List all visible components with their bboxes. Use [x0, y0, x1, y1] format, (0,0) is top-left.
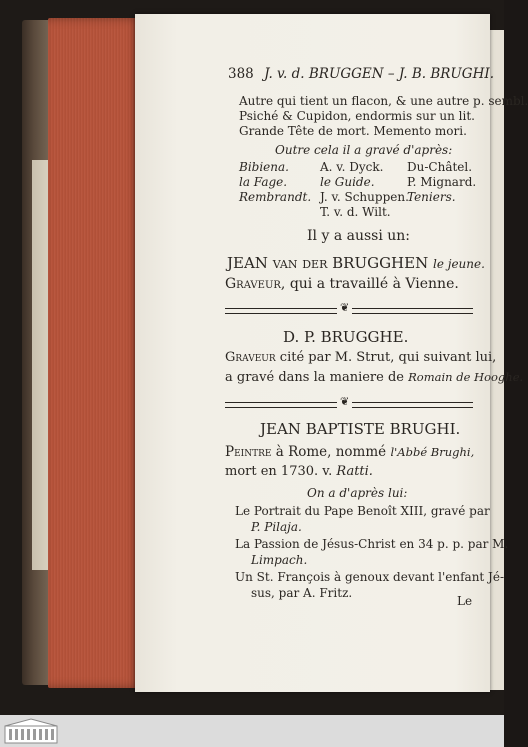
list-item: Un St. François à genoux devant l'enfant Jé-: [235, 570, 505, 584]
grid-cell: J. v. Schuppen.: [320, 190, 409, 204]
page-edges: [48, 18, 142, 688]
running-header: [228, 66, 494, 82]
list-item: Le Portrait du Pape Benoît XIII, gravé par: [235, 504, 490, 518]
section-heading: Outre cela il a gravé d'après:: [275, 143, 453, 157]
entry-desc-text: a gravé dans la maniere de: [225, 370, 404, 385]
list-item: La Passion de Jésus-Christ en 34 p. p. par M.: [235, 537, 509, 551]
ornament-icon: ❦: [337, 395, 352, 408]
entry-desc-text: , qui a travaillé à Vienne.: [280, 276, 459, 292]
catchword: Le: [457, 594, 473, 608]
entry-name: D. P. BRUGGHE.: [283, 328, 409, 346]
text-line: Autre qui tient un flacon, & une autre p. sembl.: [239, 94, 528, 108]
entry-role: Graveur: [225, 350, 276, 365]
library-logo-icon: [4, 718, 58, 744]
grid-cell: Du-Châtel.: [407, 160, 473, 174]
grid-cell: Rembrandt.: [239, 190, 312, 204]
entry-role: Peintre: [225, 444, 272, 460]
text-line: Psiché & Cupidon, endormis sur un lit.: [239, 109, 475, 123]
grid-cell: le Guide.: [320, 175, 375, 189]
entry-description: [225, 276, 459, 292]
entry-desc-italic: Ratti.: [336, 464, 373, 479]
entry-desc-text: mort en 1730. v.: [225, 464, 333, 479]
book-page: [135, 14, 528, 692]
entry-description: [225, 370, 523, 385]
footer-bar: [0, 715, 504, 747]
text-line: Grande Tête de mort. Memento mori.: [239, 124, 467, 138]
entry-name: JEAN BAPTISTE BRUGHI.: [260, 420, 461, 438]
entry-role: Graveur: [225, 276, 281, 292]
il-y-a-line: Il y a aussi un:: [307, 228, 411, 244]
grid-cell: Bibiena.: [239, 160, 289, 174]
list-item: Limpach.: [251, 553, 308, 567]
entry-desc-italic: l'Abbé Brughi,: [390, 445, 475, 459]
page-number: 388: [228, 66, 254, 82]
entry-desc-italic: Romain de Hooghe.: [408, 370, 524, 384]
grid-cell: A. v. Dyck.: [320, 160, 384, 174]
running-title: J. v. d. BRUGGEN – J. B. BRUGHI.: [264, 66, 494, 82]
entry-qualifier: le jeune.: [432, 257, 485, 271]
list-item: P. Pilaja.: [251, 520, 302, 534]
entry-title: [227, 254, 485, 272]
entry-name: JEAN van der BRUGGHEN: [227, 254, 429, 272]
ornament-icon: ❦: [337, 301, 352, 314]
grid-cell: la Fage.: [239, 175, 288, 189]
entry-description: [225, 444, 474, 460]
entry-description: [225, 350, 496, 365]
grid-cell: T. v. d. Wilt.: [320, 205, 391, 219]
entry-desc-text: cité par M. Strut, qui suivant lui,: [275, 350, 497, 365]
section-heading: On a d'après lui:: [307, 486, 408, 500]
entry-description: [225, 464, 373, 479]
grid-cell: P. Mignard.: [407, 175, 477, 189]
grid-cell: Teniers.: [407, 190, 456, 204]
list-item: sus, par A. Fritz.: [251, 586, 353, 600]
entry-desc-text: à Rome, nommé: [271, 444, 387, 460]
